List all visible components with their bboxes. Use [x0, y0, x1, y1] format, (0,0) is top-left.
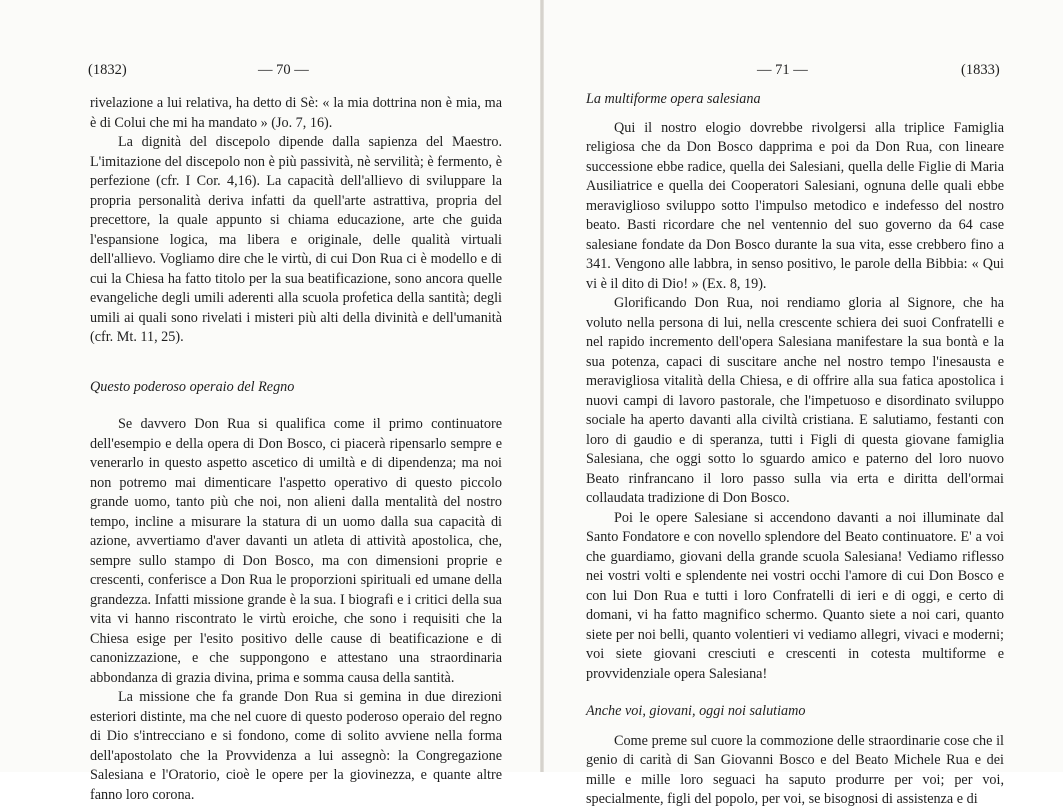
paragraph: Se davvero Don Rua si qualifica come il primo continuatore dell'esempio e della opera di Don Bosco, ci piacerà ripensarlo sempre e venerarlo in questo aspetto ascetico di umiltà e di dipendenza; ma noi non potremo mai dimenticare l'aspetto operativo di questo piccolo grande uomo, tanto più che noi, non alieni dalla mentalità del nostro tempo, incline a misurare la statura di un uomo dalla sua capacità di azione, avvertiamo d'aver davanti un atleta di attività apostolica, che, sempre sullo stampo di Don Bosco, ma con dimensioni proprie e crescenti, conferisce a Don Rua le proporzioni spirituali ed umane della grandezza. Infatti missione grande è la sua. I biografi e i critici della sua vita vi hanno riscontrato le virtù eroiche, che sono i requisiti che la Chiesa esige per l'esito positivo delle cause di beatificazione e di canonizzazione, e che suppongono e attestano una straordinaria abbondanza di grazia divina, prima e somma causa della santità. [90, 416, 502, 686]
section-heading: La multiforme opera salesiana [586, 91, 761, 107]
right-page [544, 0, 1063, 807]
paragraph: Glorificando Don Rua, noi rendiamo gloria al Signore, che ha voluto nella persona di lui, nella crescente schiera dei suoi Confratelli e nel rapido incremento dell'opera Salesiana manifestare la sua bontà e la sua potenza, capaci di suscitare anche nel nostro tempo l'inesausta e meravigliosa vitalità della Chiesa, e di offrire alla sua fatica apostolica i nuovi campi di lavoro pastorale, che l'impetuoso e disordinato sviluppo sociale ha aperto davanti alla civiltà cristiana. E salutiamo, festanti con loro di gaudio e di speranza, tutti i Figli di questa giovane famiglia Salesiana, che oggi sotto lo sguardo amico e paterno del loro nuovo Beato rinfrancano il loro passo sulla via erta e diritta dell'ormai collaudata tradizione di Don Bosco. [586, 295, 1004, 506]
left-page-text [90, 94, 502, 805]
page-number: — 70 — [258, 62, 309, 78]
paragraph: rivelazione a lui relativa, ha detto di Sè: « la mia dottrina non è mia, ma è di Colui che mi ha mandato » (Jo. 7, 16). [90, 95, 502, 131]
paragraph: La missione che fa grande Don Rua si gemina in due direzioni esteriori distinte, ma che nel cuore di questo poderoso operaio del regno di Dio s'intrecciano e si fondono, come di solito avviene nella forma dell'apostolato che la Provvidenza a lui assegnò: la Congregazione Salesiana e l'Oratorio, cioè le opere per la giovinezza, e quante altre fanno loro corona. [90, 689, 502, 803]
right-page-text [586, 90, 1004, 810]
paragraph: La dignità del discepolo dipende dalla sapienza del Maestro. L'imitazione del discepolo non è più passività, nè servilità; è fermento, è perfezione (cfr. I Cor. 4,16). La capacità dell'allievo di sviluppare la propria personalità deriva infatti da quell'arte astrattiva, propria del precettore, la quale appunto si chiama educazione, arte che guida l'espansione logica, ma libera e originale, delle qualità virtuali dell'allievo. Vogliamo dire che le virtù, di cui Don Rua ci è modello e di cui la Chiesa ha fatto titolo per la sua beatificazione, sono ancora quelle evangeliche degli umili aderenti alla scuola profetica della santità; degli umili ai quali sono rivelati i misteri più alti della divinità e dell'umanità (cfr. Mt. 11, 25). [90, 134, 502, 345]
running-year: (1833) [961, 62, 1000, 78]
paragraph: Come preme sul cuore la commozione delle straordinarie cose che il genio di carità di San Giovanni Bosco e del Beato Michele Rua e dei mille e mille loro seguaci ha saputo produrre per voi; per voi, specialmente, figli del popolo, per voi, se bisognosi di assistenza e di [586, 732, 1004, 807]
page-number: — 71 — [757, 62, 808, 78]
running-year: (1832) [88, 62, 127, 78]
section-heading: Questo poderoso operaio del Regno [90, 378, 295, 395]
paragraph: Poi le opere Salesiane si accendono davanti a noi illuminate dal Santo Fondatore e con novello splendore del Beato continuatore. E' a voi che guardiamo, giovani della grande scuola Salesiana! Vediamo riflesso nei vostri volti e splendente nei vostri occhi l'amore di cui Don Bosco e con lui Don Rua e tutti i loro Confratelli di ieri e di oggi, e certo di domani, vi ha fatto magnifico schermo. Quanto siete a noi cari, quanto siete per noi belli, quanto volentieri vi vediamo allegri, vivaci e moderni; voi siete giovani cresciuti e crescenti in cotesta multiforme e provvidenziale opera Salesiana! [586, 509, 1004, 682]
section-heading: Anche voi, giovani, oggi noi salutiamo [586, 703, 806, 719]
paragraph: Qui il nostro elogio dovrebbe rivolgersi alla triplice Famiglia religiosa che da Don Bosco dapprima e poi da Don Rua, con lineare successione ebbe radice, quella dei Salesiani, quella delle Figlie di Maria Ausiliatrice e quella dei Cooperatori Salesiani, ognuna delle quali ebbe meraviglioso sviluppo sotto l'impulso metodico e indefesso del nostro beato. Basti ricordare che nel ventennio del suo governo da 64 case salesiane fondate da Don Bosco durante la sua vita, esse crebbero fino a 341. Vengono alle labbra, in senso positivo, le parole della Bibbia: « Qui vi è il dito di Dio! » (Ex. 8, 19). [586, 119, 1004, 292]
